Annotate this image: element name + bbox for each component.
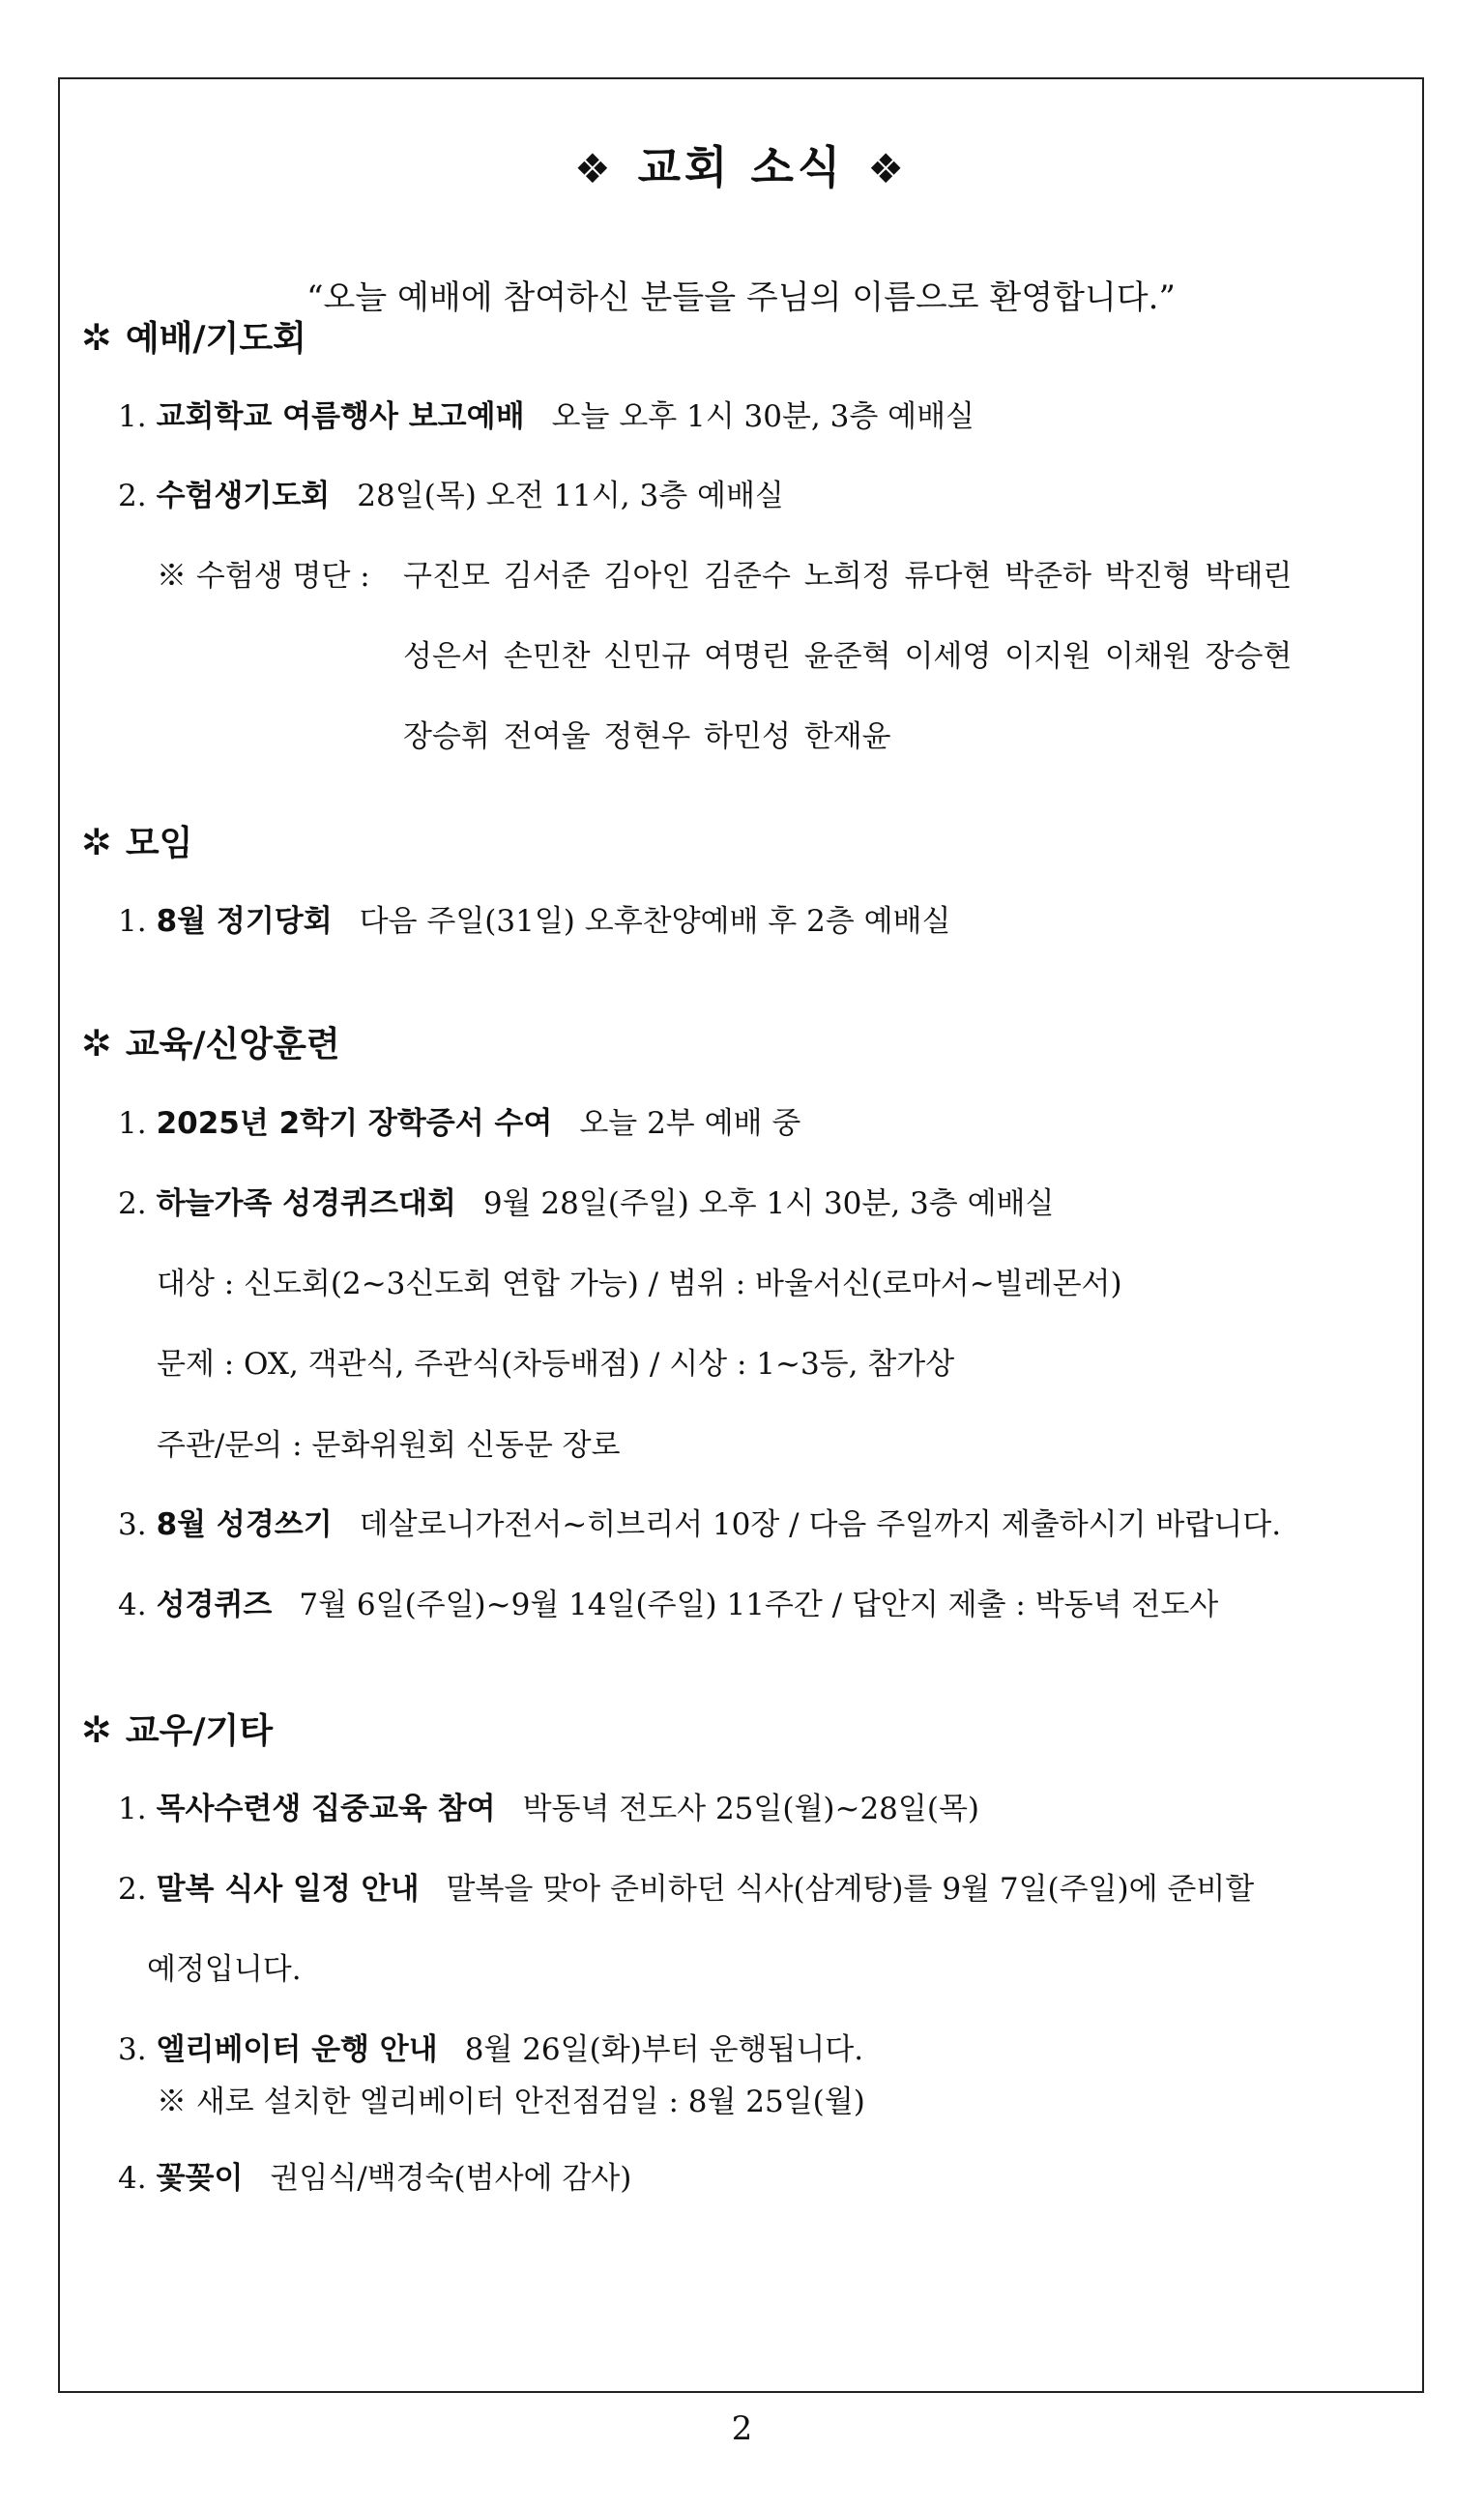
diamond-ornament-icon: ❖ [573,145,615,192]
section-heading-education: ✲ 교육/신앙훈련 [81,1022,340,1065]
list-item: 1. 8월 정기당회 다음 주일(31일) 오후찬양예배 후 2층 예배실 [118,904,951,939]
list-item: 2. 말복 식사 일정 안내 말복을 맞아 준비하던 식사(삼계탕)를 9월 7일(주일)에 준비할 [118,1872,1255,1907]
asterisk-bullet-icon: ✲ [81,316,112,359]
asterisk-bullet-icon: ✲ [81,1708,112,1751]
list-item: 3. 엘리베이터 운행 안내 8월 26일(화)부터 운행됩니다. [118,2032,864,2067]
asterisk-bullet-icon: ✲ [81,1022,112,1065]
list-item: 4. 성경퀴즈 7월 6일(주일)~9월 14일(주일) 11주간 / 답안지 제출 : 박동녁 전도사 [118,1588,1219,1622]
title-text: 교회 소식 [637,141,845,193]
diamond-ornament-icon: ❖ [867,145,909,192]
page-title [60,132,1422,196]
students-label: ※ 수험생 명단 : [157,559,370,594]
section-heading-worship: ✲ 예배/기도회 [81,316,306,359]
section-heading-meeting: ✲ 모임 [81,821,193,863]
page-number: 2 [731,2409,753,2448]
list-item-continuation: 예정입니다. [147,1952,302,1987]
list-item: 2. 수험생기도회 28일(목) 오전 11시, 3층 예배실 [118,479,784,513]
students-line: 성은서 손민찬 신민규 여명린 윤준혁 이세영 이지원 이채원 장승현 [403,639,1293,674]
list-item-detail: 주관/문의 : 문화위원회 신동문 장로 [157,1428,621,1463]
asterisk-bullet-icon: ✲ [81,821,112,863]
section-heading-members: ✲ 교우/기타 [81,1708,274,1751]
list-item-note: ※ 새로 설치한 엘리베이터 안전점검일 : 8월 25일(월) [157,2085,865,2119]
list-item: 2. 하늘가족 성경퀴즈대회 9월 28일(주일) 오후 1시 30분, 3층 예배실 [118,1186,1055,1221]
welcome-message: “오늘 예배에 참여하신 분들을 주님의 이름으로 환영합니다.” [306,278,1176,317]
list-item: 4. 꽃꽂이 권임식/백경숙(범사에 감사) [118,2161,632,2196]
students-line: 장승휘 전여울 정현우 하민성 한재윤 [403,719,891,754]
list-item: 1. 목사수련생 집중교육 참여 박동녁 전도사 25일(월)~28일(목) [118,1792,979,1826]
list-item-detail: 대상 : 신도회(2~3신도회 연합 가능) / 범위 : 바울서신(로마서~빌레몬서) [157,1267,1122,1301]
list-item-detail: 문제 : OX, 객관식, 주관식(차등배점) / 시상 : 1~3등, 참가상 [157,1347,955,1382]
list-item: 1. 교회학교 여름행사 보고예배 오늘 오후 1시 30분, 3층 예배실 [118,399,975,434]
page-frame [58,77,1424,2393]
list-item: 1. 2025년 2학기 장학증서 수여 오늘 2부 예배 중 [118,1106,801,1141]
students-line: 구진모 김서준 김아인 김준수 노희정 류다현 박준하 박진형 박태린 [403,559,1293,594]
list-item: 3. 8월 성경쓰기 데살로니가전서~히브리서 10장 / 다음 주일까지 제출하시기 바랍니다. [118,1507,1282,1542]
